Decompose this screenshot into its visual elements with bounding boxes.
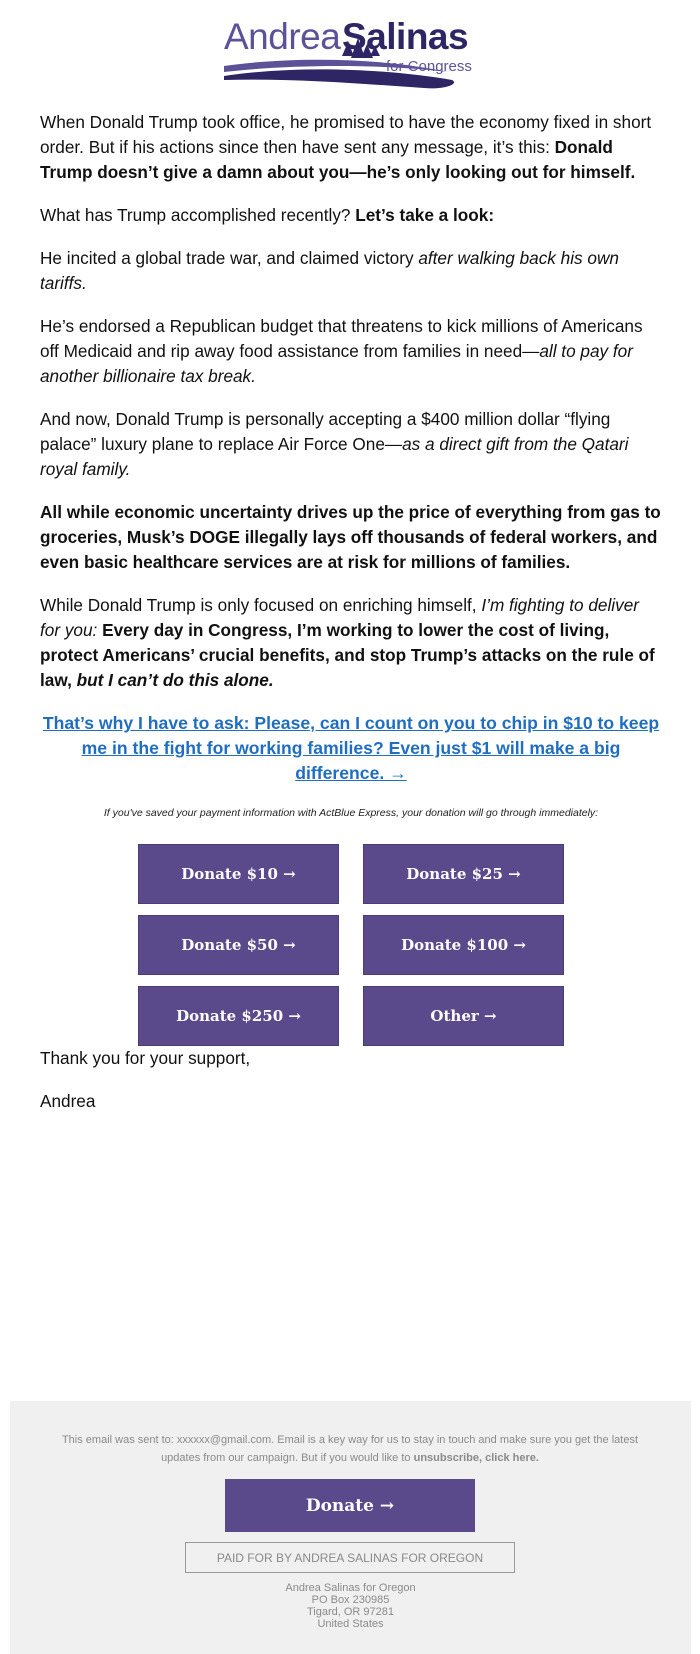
footer-sent-to-text: This email was sent to: xxxxxx@gmail.com. Email is a key way for us to stay in touch and make sure you get the latest updates from our campaign. But if you would like to unsubscribe, click here. xyxy=(61,1434,639,1464)
campaign-logo xyxy=(224,14,474,94)
paid-for-disclaimer: PAID FOR BY ANDREA SALINAS FOR OREGON xyxy=(185,1542,515,1573)
donate-25-button[interactable]: Donate $25 → xyxy=(363,844,564,904)
donate-10-button[interactable]: Donate $10 → xyxy=(138,844,339,904)
donate-button-grid xyxy=(138,844,564,1046)
paragraph-accomplished: What has Trump accomplished recently? Let’s take a look: xyxy=(40,205,495,225)
email-footer xyxy=(10,1401,691,1654)
ask-paragraph xyxy=(40,711,662,786)
paragraph-fighting: While Donald Trump is only focused on enriching himself, I’m fighting to deliver for you: Every day in Congress, I’m working to lower the cost of living, protect Americans’ crucial benefits, and stop Trump’s attacks on the rule of law, but I can’t do this alone. xyxy=(40,595,655,690)
logo-first-name: Andrea xyxy=(224,16,341,57)
paragraph-intro: When Donald Trump took office, he promised to have the economy fixed in short order. But if his actions since then have sent any message, it’s this: Donald Trump doesn’t give a damn about you—he’s only looking out for himself. xyxy=(40,112,652,182)
donate-other-button[interactable]: Other → xyxy=(363,986,564,1046)
donate-50-button[interactable]: Donate $50 → xyxy=(138,915,339,975)
paragraph-plane: And now, Donald Trump is personally accepting a $400 million dollar “flying palace” luxury plane to replace Air Force One—as a direct gift from the Qatari royal family. xyxy=(40,409,629,479)
paragraph-trade-war: He incited a global trade war, and claimed victory after walking back his own tariffs. xyxy=(40,248,619,293)
logo-tagline: for Congress xyxy=(386,58,472,75)
footer-donate-button[interactable]: Donate → xyxy=(225,1479,475,1532)
closing-signoff: Andrea xyxy=(40,1091,96,1111)
email-body xyxy=(40,110,662,1132)
donation-ask-link[interactable]: That’s why I have to ask: Please, can I count on you to chip in $10 to keep me in the fight for working families? Even just $1 will make a big difference. → xyxy=(42,713,660,783)
unsubscribe-link[interactable]: unsubscribe, click here. xyxy=(413,1452,539,1464)
mailing-address: Andrea Salinas for Oregon PO Box 230985 Tigard, OR 97281 United States xyxy=(285,1582,416,1630)
actblue-express-note: If you've saved your payment information with ActBlue Express, your donation will go through immediately: xyxy=(103,807,599,819)
closing-thanks: Thank you for your support, xyxy=(40,1048,251,1068)
logo-last-name: Salinas xyxy=(342,16,469,57)
donate-100-button[interactable]: Donate $100 → xyxy=(363,915,564,975)
paragraph-budget: He’s endorsed a Republican budget that threatens to kick millions of Americans off Medicaid and rip away food assistance from families in need—all to pay for another billionaire tax break. xyxy=(40,316,643,386)
paragraph-uncertainty: All while economic uncertainty drives up the price of everything from gas to groceries, Musk’s DOGE illegally lays off thousands of federal workers, and even basic healthcare services are at risk for millions of families. xyxy=(40,502,661,572)
donate-250-button[interactable]: Donate $250 → xyxy=(138,986,339,1046)
